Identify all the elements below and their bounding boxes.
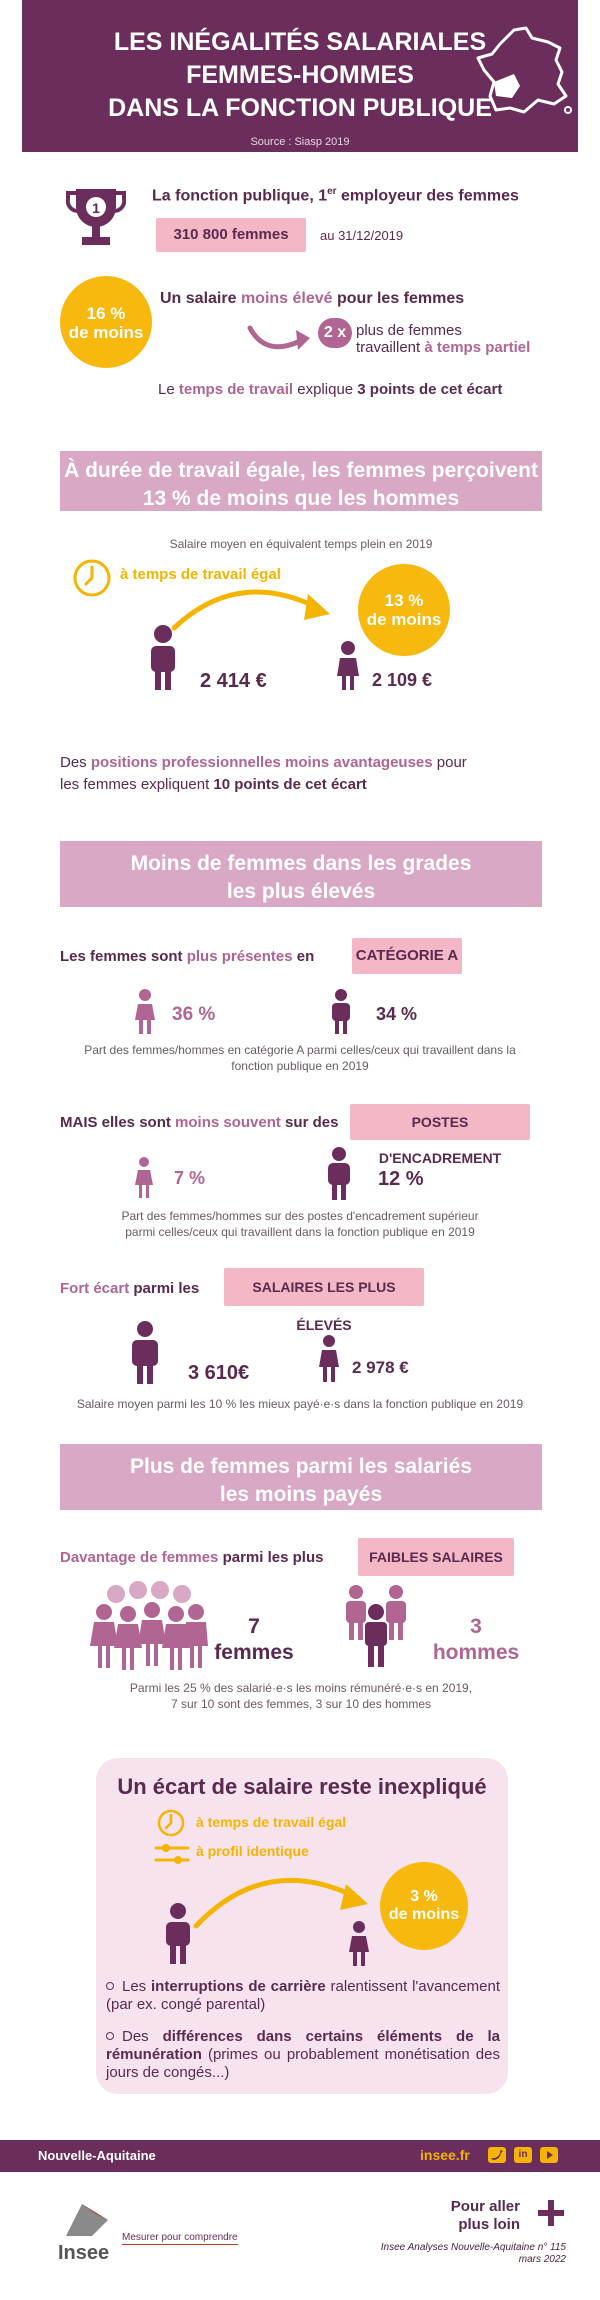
plus-icon[interactable] [536,2198,566,2228]
insee-logo-mark [62,2200,112,2240]
curved-arrow-icon [246,318,316,358]
top-salaries-note: Salaire moyen parmi les 10 % les mieux payé·e·s dans la fonction publique en 2019 [76,1397,524,1411]
woman-icon [134,988,156,1034]
clock-icon [156,1808,186,1838]
bullet-icon [106,1982,114,1990]
low-salaries-tag: FAIBLES SALAIRES [358,1538,514,1576]
catA-men-pct: 34 % [376,1004,418,1024]
top-salaries-statement: Fort écart parmi les [60,1280,200,1297]
men-group-icon [342,1584,410,1670]
clock-label: à temps de travail égal [120,566,281,583]
clock-icon [72,558,112,598]
header-banner [22,0,578,152]
women-avg-salary: 2 109 € [372,670,433,690]
section3-banner: Plus de femmes parmi les salariés les moins payés [60,1444,542,1510]
low-men-count: 3 hommes [432,1615,520,1664]
mgmt-men-pct: 12 % [378,1168,424,1190]
more-info-link[interactable]: Pour aller plus loin [450,2198,520,2233]
sliders-icon [154,1840,190,1868]
insee-tagline: Mesurer pour comprendre [122,2232,238,2243]
man-icon [130,1320,160,1384]
bullet-icon [106,2032,114,2040]
salary-lower-statement: Un salaire moins élevé pour les femmes [160,290,465,307]
same-profile-label: à profil identique [196,1843,309,1859]
trophy-icon [66,185,126,253]
woman-icon [336,640,360,690]
woman-icon [318,1334,340,1382]
gap-16-disc: 16 % de moins [60,276,152,368]
employer-statement: La fonction publique, 1er employeur des femmes [152,186,519,205]
section2-banner: Moins de femmes dans les grades les plus élevés [60,841,542,907]
gap-3-disc: 3 % de moins [380,1862,468,1950]
worktime-explains: Le temps de travail explique 3 points de cet écart [158,381,503,398]
insee-logo-text: Insee [58,2242,110,2264]
unexplained-gap-title: Un écart de salaire reste inexpliqué [117,1774,487,1799]
woman-icon [134,1156,154,1198]
catA-women-pct: 36 % [172,1004,216,1025]
low-salaries-note: Parmi les 25 % des salarié·e·s les moins rémunéré·e·s en 2019, 7 sur 10 sont des femmes, 3 sur 10 des hommes [129,1681,473,1711]
woman-icon [348,1920,370,1966]
man-icon [164,1902,192,1964]
title-line-2: FEMMES-HOMMES [186,61,414,89]
mgmt-tag: POSTES D'ENCADREMENT [350,1104,530,1140]
catA-note: Part des femmes/hommes en catégorie A parmi celles/ceux qui travaillent dans la fonction publique en 2019 [84,1043,516,1073]
source-note: Source : Siasp 2019 [250,136,350,148]
section1-subtitle: Salaire moyen en équivalent temps plein en 2019 [169,537,433,551]
footer-region: Nouvelle-Aquitaine [38,2148,156,2163]
twitter-icon[interactable] [488,2147,506,2163]
top-men-salary: 3 610€ [188,1362,250,1384]
parttime-2x-badge: 2 x [318,318,352,348]
france-map-icon [474,26,574,118]
men-avg-salary: 2 414 € [200,670,267,692]
women-group-icon [90,1580,208,1674]
title-line-1: LES INÉGALITÉS SALARIALES [113,28,487,56]
women-count-date: au 31/12/2019 [320,228,404,243]
linkedin-icon[interactable]: in [514,2147,532,2163]
man-icon [326,1146,352,1200]
positions-explains: Des positions professionnelles moins avantageuses pour les femmes expliquent 10 points de cet écart [60,754,467,793]
publication-reference: Insee Analyses Nouvelle-Aquitaine n° 115 mars 2022 [380,2242,566,2265]
mgmt-note: Part des femmes/hommes sur des postes d'encadrement supérieur parmi celles/ceux qui travaillent dans la fonction publique en 2019 [121,1209,479,1239]
low-women-count: 7 femmes [214,1615,294,1664]
insee-site-link[interactable]: insee.fr [420,2147,470,2163]
bullet-career-breaks: Les interruptions de carrière ralentissent l'avancement (par ex. congé parental) [106,1978,500,2013]
section1-banner: À durée de travail égale, les femmes perçoivent 13 % de moins que les hommes [60,451,542,511]
mgmt-statement: MAIS elles sont moins souvent sur des [60,1114,339,1131]
youtube-icon[interactable] [540,2147,558,2163]
catA-statement: Les femmes sont plus présentes en [60,948,315,965]
man-icon [148,624,178,690]
trophy-number: 1 [92,200,100,216]
catA-tag: CATÉGORIE A [352,938,462,974]
parttime-text: plus de femmes travaillent à temps partiel [356,322,531,356]
mgmt-women-pct: 7 % [174,1168,206,1188]
arrow-to-disc-icon [190,1860,370,1932]
gap-13-disc: 13 % de moins [358,564,450,656]
top-salaries-tag: SALAIRES LES PLUS ÉLEVÉS [224,1268,424,1306]
low-salaries-statement: Davantage de femmes parmi les plus [60,1549,324,1566]
women-count-tag: 310 800 femmes [156,218,306,252]
man-icon [330,988,352,1034]
top-women-salary: 2 978 € [352,1358,409,1377]
arrow-to-disc-icon [168,574,338,634]
equal-time-label: à temps de travail égal [196,1814,347,1830]
bullet-pay-components: Des différences dans certains éléments de la rémunération (primes ou probablement monétisation des jours de congés...) [106,2028,500,2081]
title-line-3: DANS LA FONCTION PUBLIQUE [108,94,492,122]
